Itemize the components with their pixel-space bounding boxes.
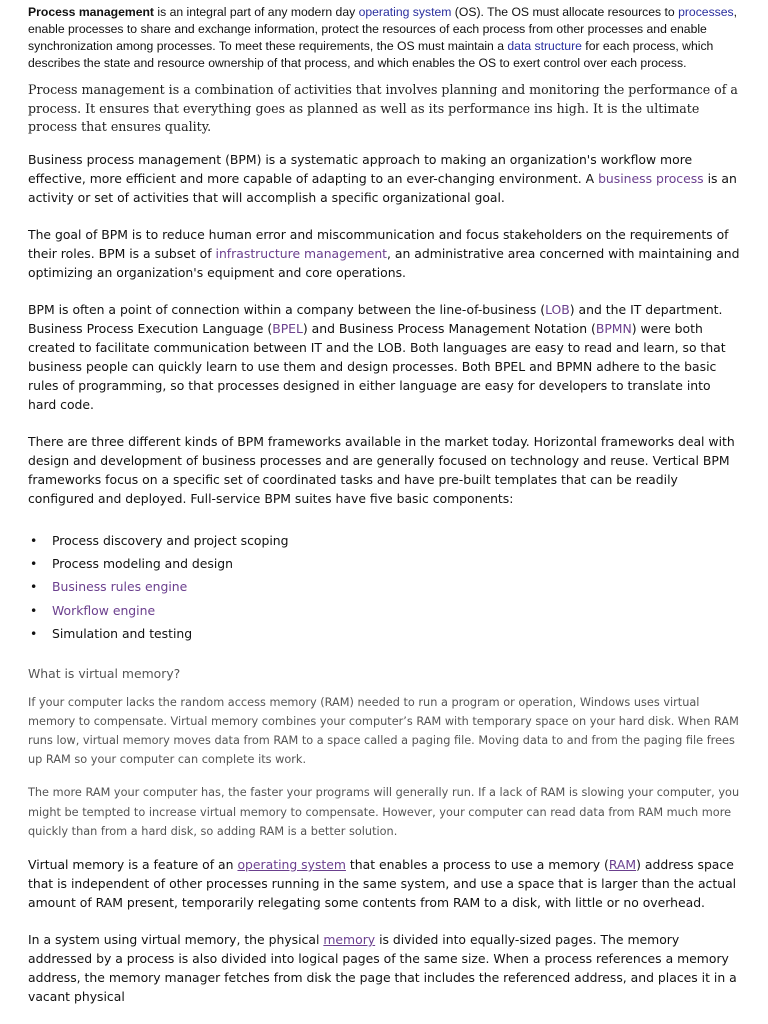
list-item: • Process discovery and project scoping — [28, 529, 742, 552]
serif-paragraph: Process management is a combination of activities that involves planning and monitoring the performance of a process. It ensures that everything goes as planned as well as its performance ins high. It is the ultimate process that ensures quality. — [28, 82, 738, 134]
bpm-components-list — [28, 529, 742, 646]
list-item: • Process modeling and design — [28, 552, 742, 575]
bold-term: Process management — [28, 5, 154, 19]
business-process-link[interactable]: business process — [598, 170, 704, 186]
memory-link[interactable]: memory — [323, 931, 376, 947]
virtual-memory-feature-paragraph: Virtual memory is a feature of an operating system that enables a process to use a memory (RAM) address space that is independent of other processes running in the same system, and use a space that is larger than the actual amount of RAM present, temporarily relegating some contents from RAM to a disk, with little or no overhead. — [28, 856, 737, 910]
list-item — [28, 575, 742, 598]
infrastructure-management-link[interactable]: infrastructure management — [215, 245, 388, 261]
lob-link[interactable]: LOB — [545, 301, 570, 317]
bpm-definition-paragraph: Business process management (BPM) is a systematic approach to making an organization's workflow more effective, more efficient and more capable of adapting to an ever-changing environment. A business process is an activity or set of activities that will accomplish a specific organizational goal. — [28, 151, 737, 205]
bullet-dot: • — [30, 602, 38, 618]
bpm-goal-paragraph: The goal of BPM is to reduce human error and miscommunication and focus stakeholders on the requirements of their roles. BPM is a subset of infrastructure management, an administrative area concerned with maintaining and optimizing an organization's equipment and core operations. — [28, 226, 740, 280]
bpel-link[interactable]: BPEL — [272, 320, 303, 336]
business-rules-engine-link[interactable]: Business rules engine — [52, 579, 188, 595]
bullet-dot: • — [30, 532, 38, 548]
virtual-memory-heading: What is virtual memory? — [28, 665, 181, 681]
intro-paragraph: Process management is an integral part of any modern day operating system (OS). The OS must allocate resources to processes, enable processes to share and exchange information, protect the resources of each process from other processes and enable synchronization among processes. To meet these requirements, the OS must maintain a data structure for each process, which describes the state and resource ownership of that process, and which enables the OS to exert control over each process. — [28, 5, 738, 70]
virtual-memory-paragraph-2: The more RAM your computer has, the faster your programs will generally run. If a lack of RAM is slowing your computer, you might be tempted to increase virtual memory to compensate. However, your computer can read data from RAM much more quickly than from a hard disk, so adding RAM is a better solution. — [28, 786, 740, 838]
workflow-engine-link[interactable]: Workflow engine — [52, 602, 156, 618]
bpm-frameworks-paragraph: There are three different kinds of BPM frameworks available in the market today. Horizontal frameworks deal with design and development of business processes and are generally focused on technology and reuse. Vertical BPM frameworks focus on a specific set of coordinated tasks and have pre-built templates that can be readily configured and deployed. Full-service BPM suites have five basic components: — [28, 433, 735, 506]
list-item — [28, 599, 742, 622]
bpm-connection-paragraph: BPM is often a point of connection within a company between the line-of-business (LOB) and the IT department. Business Process Execution Language (BPEL) and Business Process Management Notation (BPMN) were both created to facilitate communication between IT and the LOB. Both languages are easy to read and learn, so that business people can quickly learn to use them and design processes. Both BPEL and BPMN adhere to the basic rules of programming, so that processes designed in either language are easy for developers to translate into hard code. — [28, 301, 726, 412]
virtual-memory-pages-paragraph: In a system using virtual memory, the physical memory is divided into equally-sized pages. The memory addressed by a process is also divided into logical pages of the same size. When a process references a memory address, the memory manager fetches from disk the page that includes the referenced address, and places it in a vacant physical — [28, 931, 737, 1004]
operating-system-link-2[interactable]: operating system — [237, 856, 346, 872]
virtual-memory-paragraph-1: If your computer lacks the random access memory (RAM) needed to run a program or operation, Windows uses virtual memory to compensate. Virtual memory combines your computer’s RAM with temporary space on your hard disk. When RAM runs low, virtual memory moves data from RAM to a space called a paging file. Moving data to and from the paging file frees up RAM so your computer can complete its work. — [28, 695, 739, 767]
bullet-dot: • — [30, 626, 38, 642]
processes-link[interactable]: processes — [678, 5, 734, 19]
operating-system-link[interactable]: operating system — [358, 5, 452, 19]
bullet-dot: • — [30, 579, 38, 595]
bullet-dot: • — [30, 555, 38, 571]
data-structure-link[interactable]: data structure — [507, 39, 582, 53]
ram-link[interactable]: RAM — [608, 856, 637, 872]
list-item: • Simulation and testing — [28, 622, 742, 645]
bpmn-link[interactable]: BPMN — [595, 320, 632, 336]
document-page — [28, 4, 742, 1024]
